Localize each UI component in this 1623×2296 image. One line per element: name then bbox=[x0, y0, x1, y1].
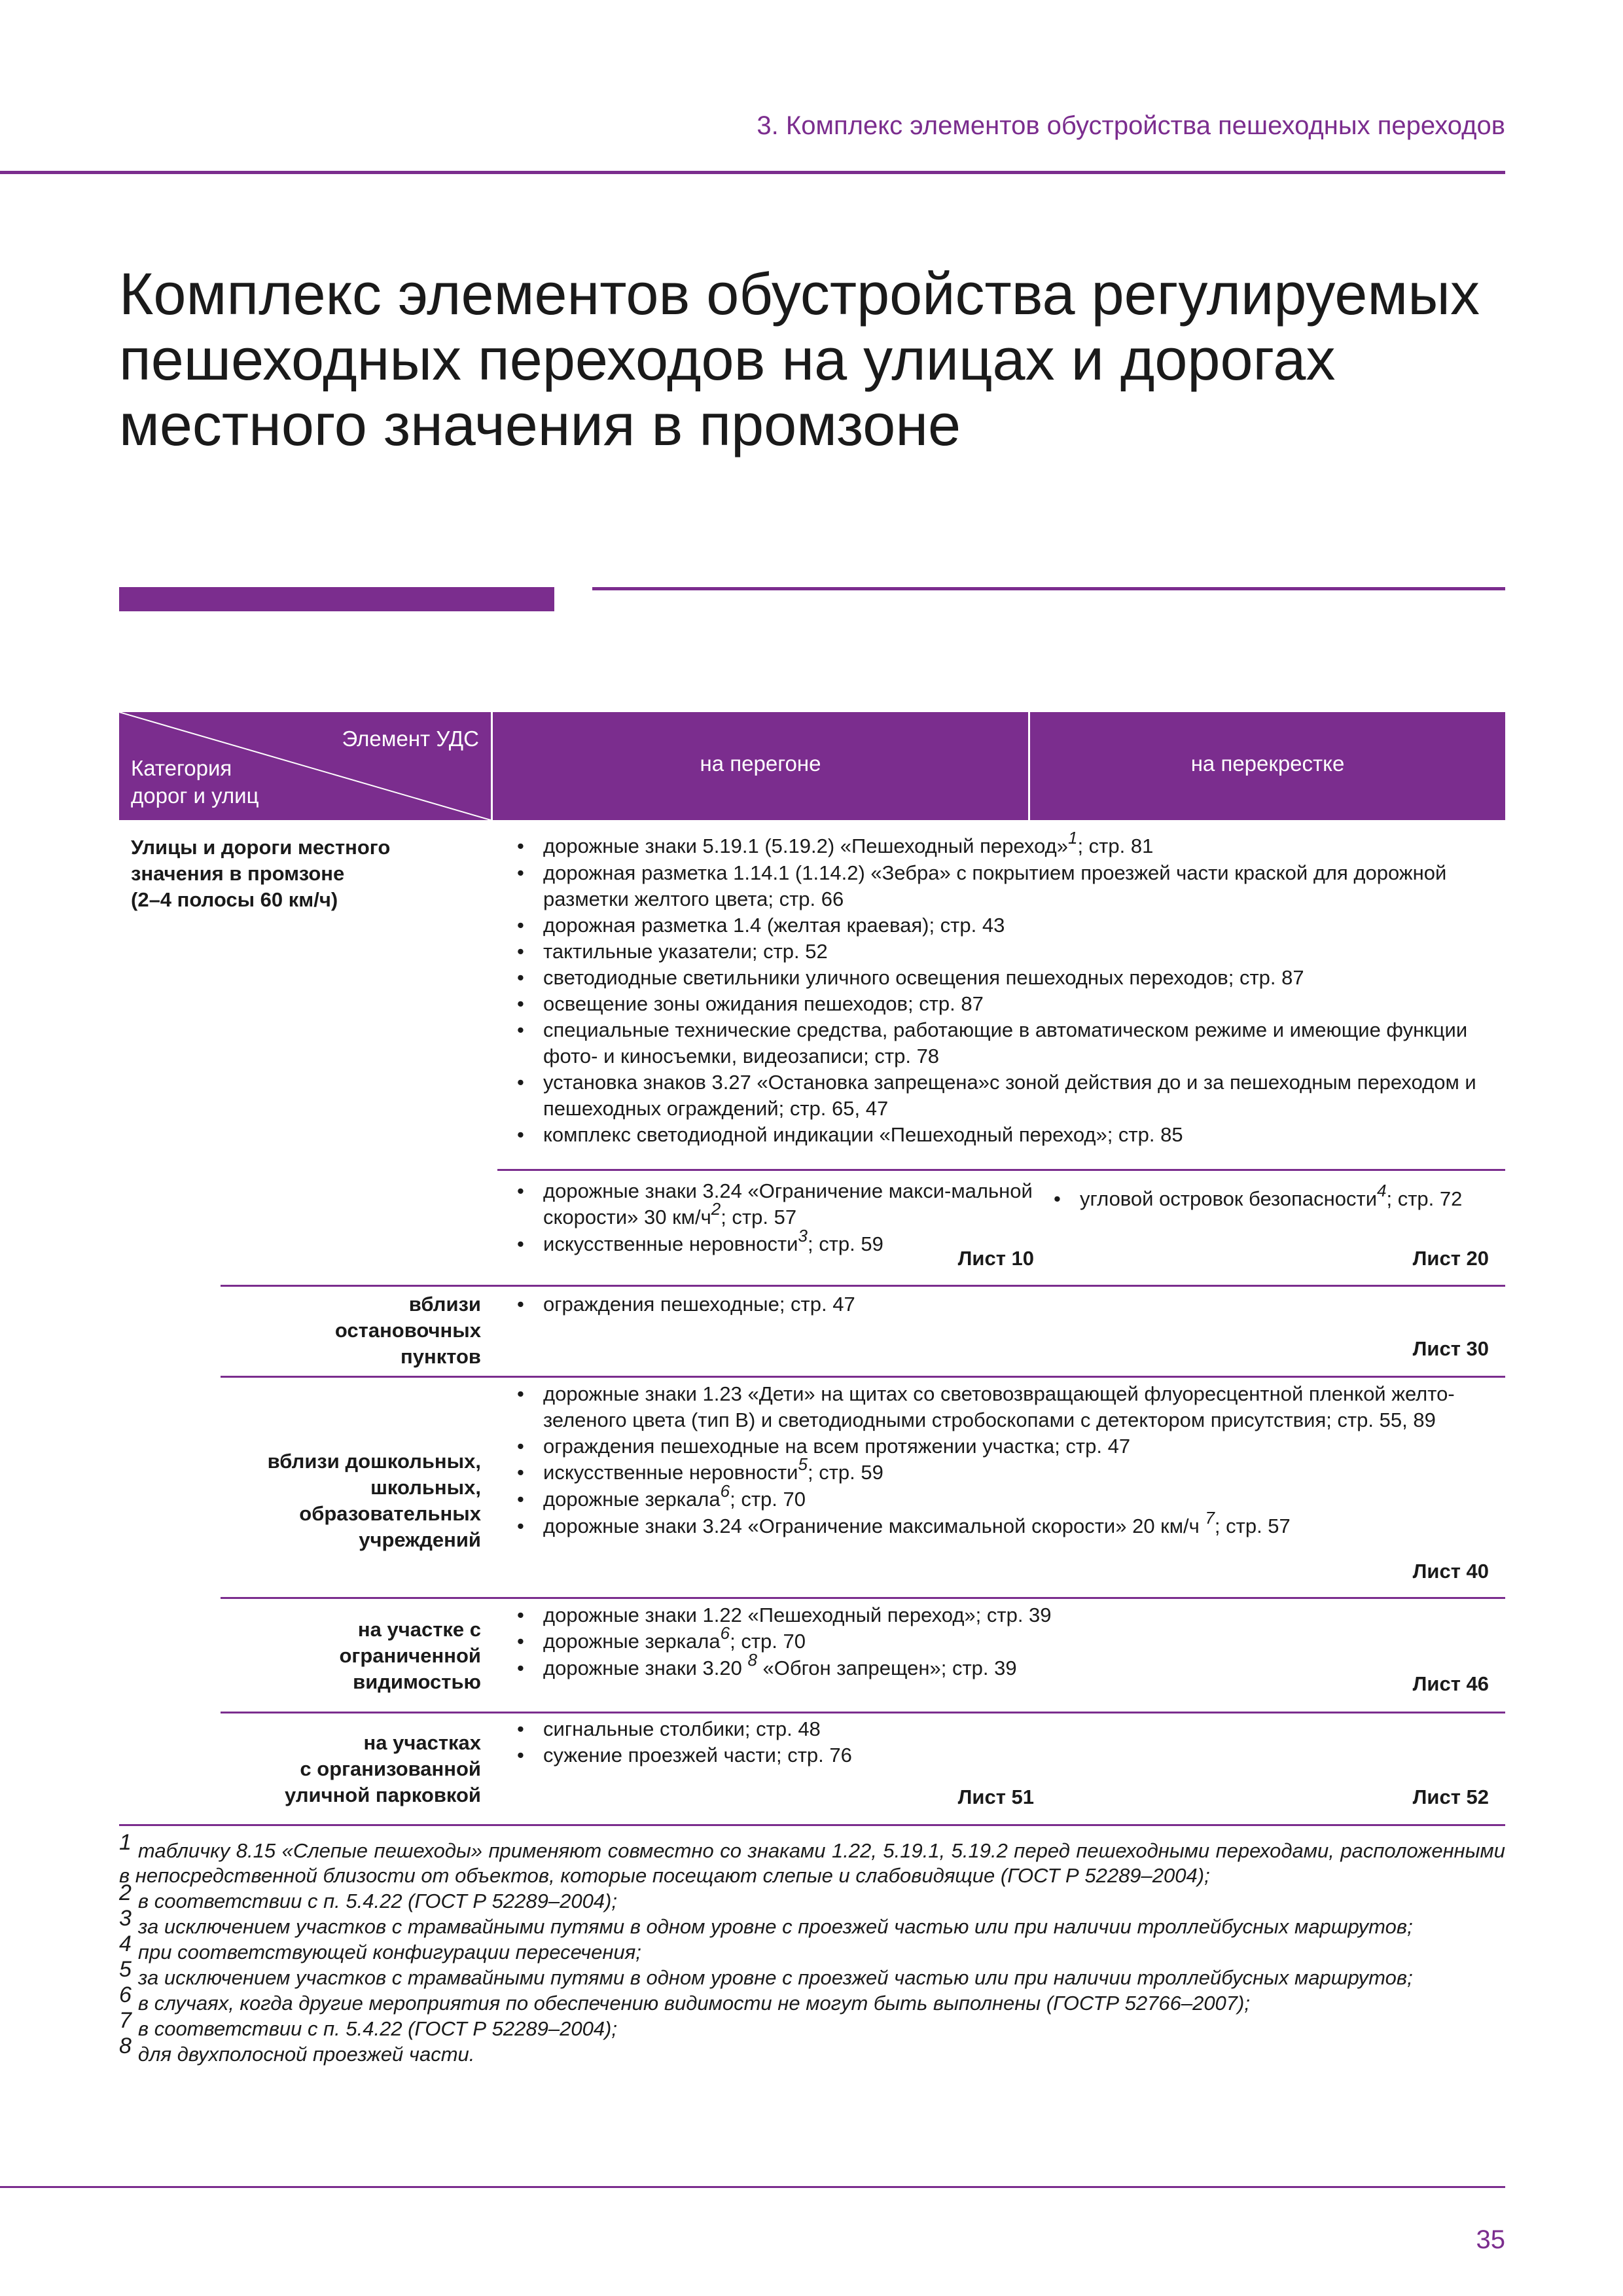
corner-element-label: Элемент УДС bbox=[342, 726, 479, 751]
list-item: • специальные технические средства, работающие в автоматическом режиме и имеющие функции фото- и киносъемки, видеозаписи; стр. 78 bbox=[510, 1017, 1492, 1069]
table-header bbox=[119, 712, 1505, 820]
table-bottom-rule bbox=[119, 1824, 1505, 1826]
list-item: • дорожные знаки 1.22 «Пешеходный переход»; стр. 39 bbox=[510, 1602, 1427, 1628]
list-item: • искусственные неровности$^3$; стр. 59 bbox=[510, 1231, 1034, 1258]
accent-bar bbox=[119, 587, 554, 611]
category-stops bbox=[131, 1291, 481, 1370]
list-item: • дорожные знаки 5.19.1 (5.19.2) «Пешеходный переход»$^1$; стр. 81 bbox=[510, 833, 1492, 860]
footer-rule bbox=[0, 2186, 1505, 2188]
title-line: местного значения в промзоне bbox=[119, 393, 961, 458]
category-parking bbox=[131, 1730, 481, 1808]
list-item: • дорожная разметка 1.4 (желтая краевая); стр. 43 bbox=[510, 912, 1492, 939]
footnote: 3 за исключением участков с трамвайными путями в одном уровне с проезжей частью или при наличии троллейбусных маршрутов; bbox=[119, 1906, 1413, 1938]
category-line: школьных, bbox=[370, 1476, 481, 1499]
list-item: • дорожные знаки 1.23 «Дети» на щитах со световозвращающей флуоресцентной пленкой желто-зеленого цвета (тип В) и светодиодными стробоскопами с детектором присутствия; стр. 55, 89 bbox=[510, 1381, 1505, 1433]
corner-cell bbox=[119, 712, 491, 820]
list-item: • установка знаков 3.27 «Остановка запрещена»с зоной действия до и за пешеходным переходом и пешеходных ограждений; стр. 65, 47 bbox=[510, 1069, 1492, 1122]
accent-rule bbox=[592, 587, 1505, 590]
footnote: 8 для двухполосной проезжей части. bbox=[119, 2034, 475, 2066]
row3-list bbox=[510, 1381, 1492, 1540]
footnote: 6 в случаях, когда другие мероприятия по обеспечению видимости не могут быть выполнены (ГОСТР 52766–2007); bbox=[119, 1982, 1250, 2015]
list-item: • сужение проезжей части; стр. 76 bbox=[510, 1742, 1427, 1768]
row-rule bbox=[221, 1597, 1505, 1599]
row-rule bbox=[221, 1285, 1505, 1287]
category-line: уличной парковкой bbox=[284, 1784, 481, 1806]
list-item: • угловой островок безопасности$^4$; стр. 72 bbox=[1047, 1186, 1472, 1213]
sheet-ref: Лист 51 bbox=[957, 1785, 1034, 1808]
page-title bbox=[119, 262, 1526, 458]
category-line: учреждений bbox=[359, 1528, 481, 1551]
category-line: пунктов bbox=[401, 1345, 481, 1368]
corner-category-line: дорог и улиц bbox=[131, 783, 259, 808]
category-schools bbox=[131, 1448, 481, 1553]
category-line: Улицы и дороги местного bbox=[131, 836, 391, 859]
row5-list bbox=[510, 1716, 1427, 1768]
sheet-ref: Лист 30 bbox=[1412, 1337, 1489, 1360]
col-header-perekrestok: на перекрестке bbox=[1190, 751, 1345, 776]
footnote: 4 при соответствующей конфигурации пересечения; bbox=[119, 1931, 641, 1964]
row-rule bbox=[221, 1376, 1505, 1378]
category-visibility bbox=[131, 1617, 481, 1695]
sheet-ref: Лист 10 bbox=[957, 1247, 1034, 1270]
list-item: • комплекс светодиодной индикации «Пешеходный переход»; стр. 85 bbox=[510, 1122, 1492, 1148]
category-line: образовательных bbox=[299, 1502, 481, 1525]
footnote: 1 табличку 8.15 «Слепые пешеходы» применяют совместно со знаками 1.22, 5.19.1, 5.19.2 перед пешеходными переходами, расположенными в непосредственной близости от объектов, которые посещают слепые и слабовидящие (ГОСТ Р 52289–2004); bbox=[119, 1830, 1505, 1887]
footnote: 5 за исключением участков с трамвайными путями в одном уровне с проезжей частью или при наличии троллейбусных маршрутов; bbox=[119, 1957, 1413, 1989]
category-line: вблизи дошкольных, bbox=[267, 1450, 481, 1473]
category-line: значения в промзоне bbox=[131, 862, 345, 885]
category-line: остановочных bbox=[334, 1319, 481, 1342]
title-line: пешеходных переходов на улицах и дорогах bbox=[119, 327, 1336, 393]
row-rule bbox=[497, 1169, 1505, 1171]
row1-left-list bbox=[510, 1178, 1034, 1258]
list-item: • сигнальные столбики; стр. 48 bbox=[510, 1716, 1427, 1742]
footnote: 7 в соответствии с п. 5.4.22 (ГОСТ Р 52289–2004); bbox=[119, 2008, 617, 2040]
sheet-ref: Лист 46 bbox=[1412, 1672, 1489, 1695]
list-item: • дорожные знаки 3.24 «Ограничение макси-мальной скорости» 30 $км/ч^2$; стр. 57 bbox=[510, 1178, 1034, 1231]
col-header-peregon: на перегоне bbox=[700, 751, 821, 776]
row1-right-list bbox=[1047, 1181, 1472, 1213]
list-item: • освещение зоны ожидания пешеходов; стр. 87 bbox=[510, 991, 1492, 1017]
row2-list bbox=[510, 1291, 1427, 1318]
category-line: ограниченной bbox=[339, 1644, 481, 1667]
main-category bbox=[131, 834, 471, 913]
footnotes bbox=[119, 1830, 1505, 2067]
category-line: видимостью bbox=[353, 1670, 481, 1693]
list-item: • дорожная разметка 1.14.1 (1.14.2) «Зебра» с покрытием проезжей части краской для дорожной разметки желтого цвета; стр. 66 bbox=[510, 860, 1459, 912]
list-item: • ограждения пешеходные; стр. 47 bbox=[510, 1291, 1427, 1318]
list-item: • искусственные неровности$^5$; стр. 59 bbox=[510, 1460, 1492, 1486]
header-rule bbox=[0, 171, 1505, 174]
sheet-ref: Лист 40 bbox=[1412, 1560, 1489, 1583]
page-number: 35 bbox=[1476, 2225, 1505, 2254]
category-line: вблизи bbox=[408, 1293, 481, 1316]
list-item: • ограждения пешеходные на всем протяжении участка; стр. 47 bbox=[510, 1433, 1492, 1460]
list-item: • дорожные зеркала$^6$; стр. 70 bbox=[510, 1628, 1427, 1655]
sheet-ref: Лист 20 bbox=[1412, 1247, 1489, 1270]
category-line: на участках bbox=[363, 1731, 481, 1754]
corner-category-line: Категория bbox=[131, 756, 232, 780]
footnote: 2 в соответствии с п. 5.4.22 (ГОСТ Р 52289–2004); bbox=[119, 1880, 617, 1912]
running-head: 3. Комплекс элементов обустройства пешеходных переходов bbox=[757, 111, 1505, 140]
list-item: • дорожные знаки 3.20 $^8$ «Обгон запрещен»; стр. 39 bbox=[510, 1655, 1427, 1682]
category-line: с организованной bbox=[300, 1757, 481, 1780]
common-items-list bbox=[510, 828, 1492, 1148]
list-item: • светодиодные светильники уличного освещения пешеходных переходов; стр. 87 bbox=[510, 965, 1492, 991]
list-item: • дорожные знаки 3.24 «Ограничение максимальной скорости» 20 км/ч $^7$; стр. 57 bbox=[510, 1513, 1492, 1540]
corner-category-label bbox=[131, 755, 259, 810]
category-line: (2–4 полосы 60 км/ч) bbox=[131, 888, 338, 911]
row4-list bbox=[510, 1602, 1427, 1682]
category-line: на участке с bbox=[357, 1618, 481, 1641]
sheet-ref: Лист 52 bbox=[1412, 1785, 1489, 1808]
title-line: Комплекс элементов обустройства регулируемых bbox=[119, 262, 1480, 327]
row-rule bbox=[221, 1712, 1505, 1713]
list-item: • дорожные зеркала$^6$; стр. 70 bbox=[510, 1486, 1492, 1513]
list-item: • тактильные указатели; стр. 52 bbox=[510, 939, 1492, 965]
